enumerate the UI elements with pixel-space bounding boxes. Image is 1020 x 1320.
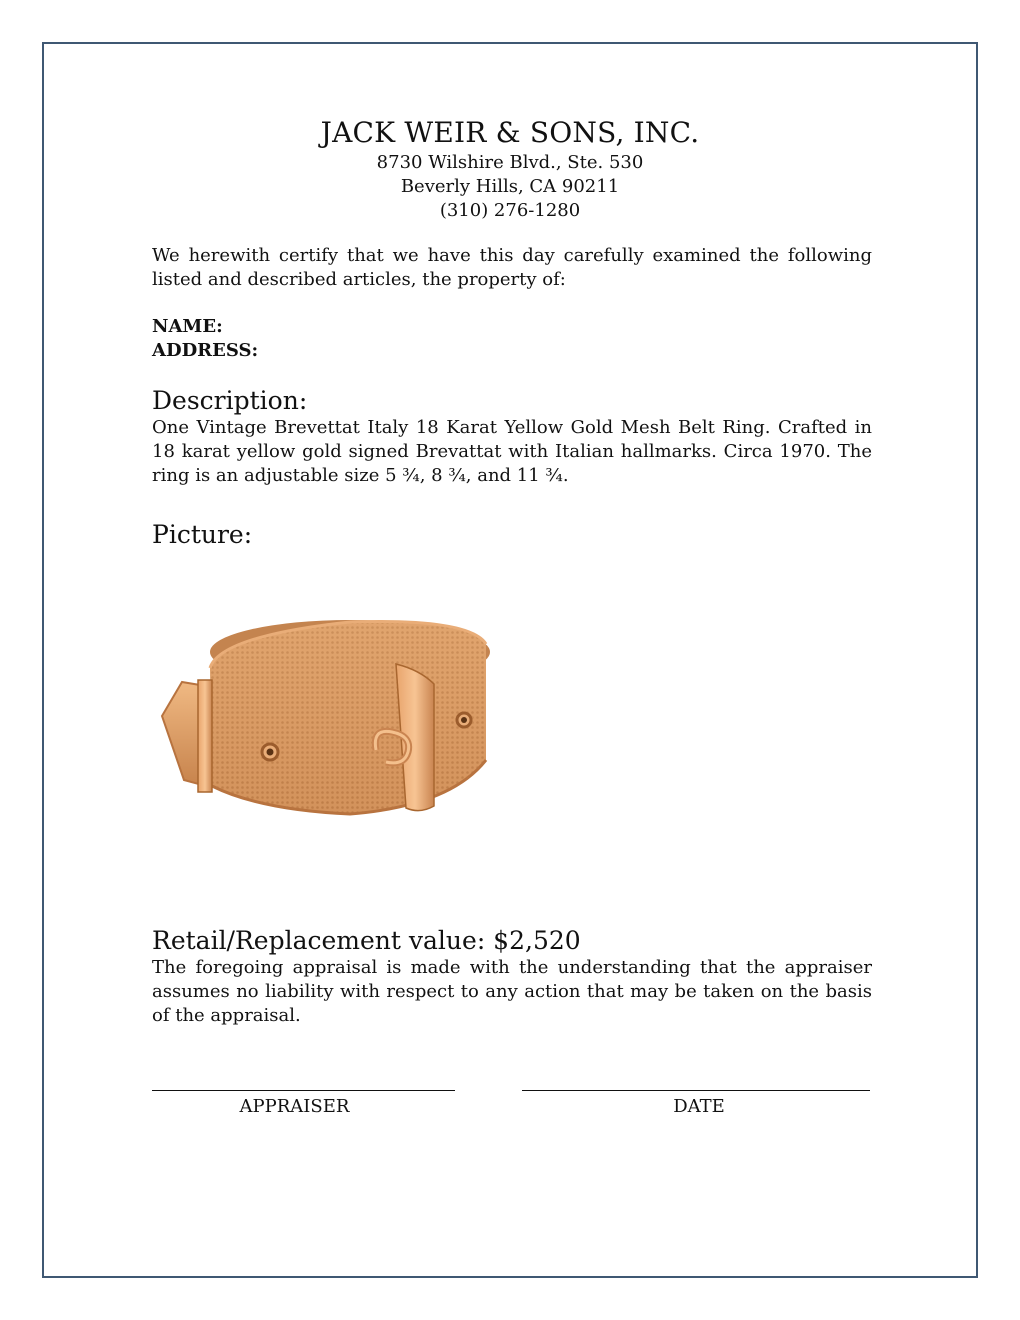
retail-value-heading: Retail/Replacement value: $2,520 xyxy=(152,926,581,955)
description-text: One Vintage Brevettat Italy 18 Karat Yellow Gold Mesh Belt Ring. Crafted in 18 karat yellow gold signed Brevattat with Italian hallmarks. Circa 1970. The ring is an adjustable size 5 ¾, 8 ¾, and 11 ¾. xyxy=(152,417,872,486)
company-phone: (310) 276-1280 xyxy=(439,200,581,221)
address-label: ADDRESS: xyxy=(152,340,259,361)
date-label: DATE xyxy=(673,1096,725,1117)
ring-image xyxy=(150,600,510,840)
description-heading: Description: xyxy=(152,386,308,415)
picture-heading: Picture: xyxy=(152,520,253,549)
appraisal-disclaimer: The foregoing appraisal is made with the understanding that the appraiser assumes no liability with respect to any action that may be taken on the basis of the appraisal. xyxy=(152,957,872,1026)
name-label: NAME: xyxy=(152,316,223,337)
company-name: JACK WEIR & SONS, INC. xyxy=(320,116,700,149)
appraiser-signature-line xyxy=(152,1090,455,1091)
company-address-line1: 8730 Wilshire Blvd., Ste. 530 xyxy=(376,152,644,173)
certification-text: We herewith certify that we have this day carefully examined the following listed and described articles, the property of: xyxy=(152,245,872,290)
date-signature-line xyxy=(522,1090,870,1091)
company-address-line2: Beverly Hills, CA 90211 xyxy=(400,176,620,197)
appraiser-label: APPRAISER xyxy=(239,1096,350,1117)
